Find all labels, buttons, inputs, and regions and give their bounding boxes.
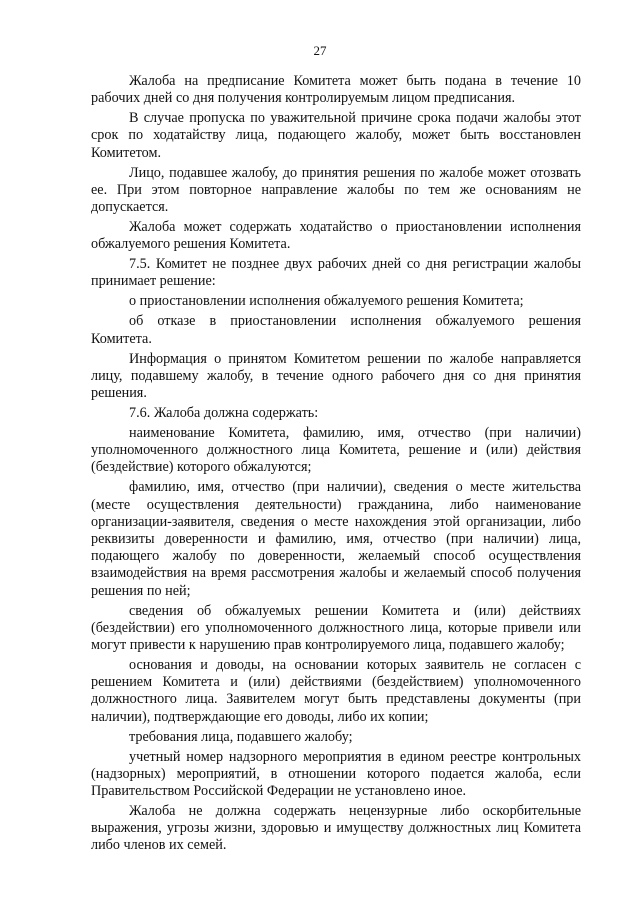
paragraph-item-appealed-decisions: сведения об обжалуемых решении Комитета и (или) действиях (бездействии) его уполномоченного должностного лица, которые привели или могут привести к нарушению прав контролируемого лица, подавшего жалобу;	[91, 602, 581, 654]
paragraph-section-7-6: 7.6. Жалоба должна содержать:	[129, 405, 319, 422]
document-body	[91, 73, 581, 857]
paragraph-deadline-restoration: В случае пропуска по уважительной причине срока подачи жалобы этот срок по ходатайству лица, подающего жалобу, может быть восстановлен Комитетом.	[91, 110, 581, 161]
paragraph-item-registry-number: учетный номер надзорного мероприятия в едином реестре контрольных (надзорных) мероприятий, в отношении которого подается жалоба, если Правительством Российской Федерации не установлено иное.	[91, 748, 581, 800]
paragraph-item-requirements: требования лица, подавшего жалобу;	[129, 728, 353, 745]
paragraph-decision-notice: Информация о принятом Комитетом решении по жалобе направляется лицу, подавшему жалобу, в течение одного рабочего дня со дня принятия решения.	[91, 350, 581, 402]
paragraph-item-applicant-details: фамилию, имя, отчество (при наличии), сведения о месте жительства (месте осуществления деятельности) гражданина, либо наименование организации-заявителя, сведения о месте нахождения этой организации, либо реквизиты доверенности и фамилию, имя, отчество (при наличии) лица, подающего жалобу по доверенности, желаемый способ осуществления взаимодействия на время рассмотрения жалобы и желаемый способ получения решения по ней;	[91, 479, 581, 599]
paragraph-prohibited-content: Жалоба не должна содержать нецензурные либо оскорбительные выражения, угрозы жизни, здоровью и имуществу должностных лиц Комитета либо членов их семей.	[91, 803, 581, 854]
paragraph-complaint-deadline: Жалоба на предписание Комитета может быть подана в течение 10 рабочих дней со дня получения контролируемым лицом предписания.	[91, 73, 581, 107]
paragraph-decision-suspend: о приостановлении исполнения обжалуемого решения Комитета;	[129, 293, 524, 310]
paragraph-complaint-withdrawal: Лицо, подавшее жалобу, до принятия решения по жалобе может отозвать ее. При этом повторное направление жалобы по тем же основаниям не допускается.	[91, 164, 581, 216]
page-number: 27	[313, 43, 327, 58]
paragraph-suspension-petition: Жалоба может содержать ходатайство о приостановлении исполнения обжалуемого решения Комитета.	[91, 219, 581, 253]
paragraph-item-grounds: основания и доводы, на основании которых заявитель не согласен с решением Комитета и (или) действиями (бездействием) уполномоченного должностного лица. Заявителем могут быть представлены документы (при наличии), подтверждающие его доводы, либо их копии;	[91, 657, 581, 725]
paragraph-item-committee-name: наименование Комитета, фамилию, имя, отчество (при наличии) уполномоченного должностного лица Комитета, решение и (или) действия (бездействие) которого обжалуются;	[91, 425, 581, 476]
paragraph-decision-refuse: об отказе в приостановлении исполнения обжалуемого решения Комитета.	[91, 313, 581, 347]
paragraph-section-7-5: 7.5. Комитет не позднее двух рабочих дней со дня регистрации жалобы принимает решение:	[91, 256, 581, 290]
